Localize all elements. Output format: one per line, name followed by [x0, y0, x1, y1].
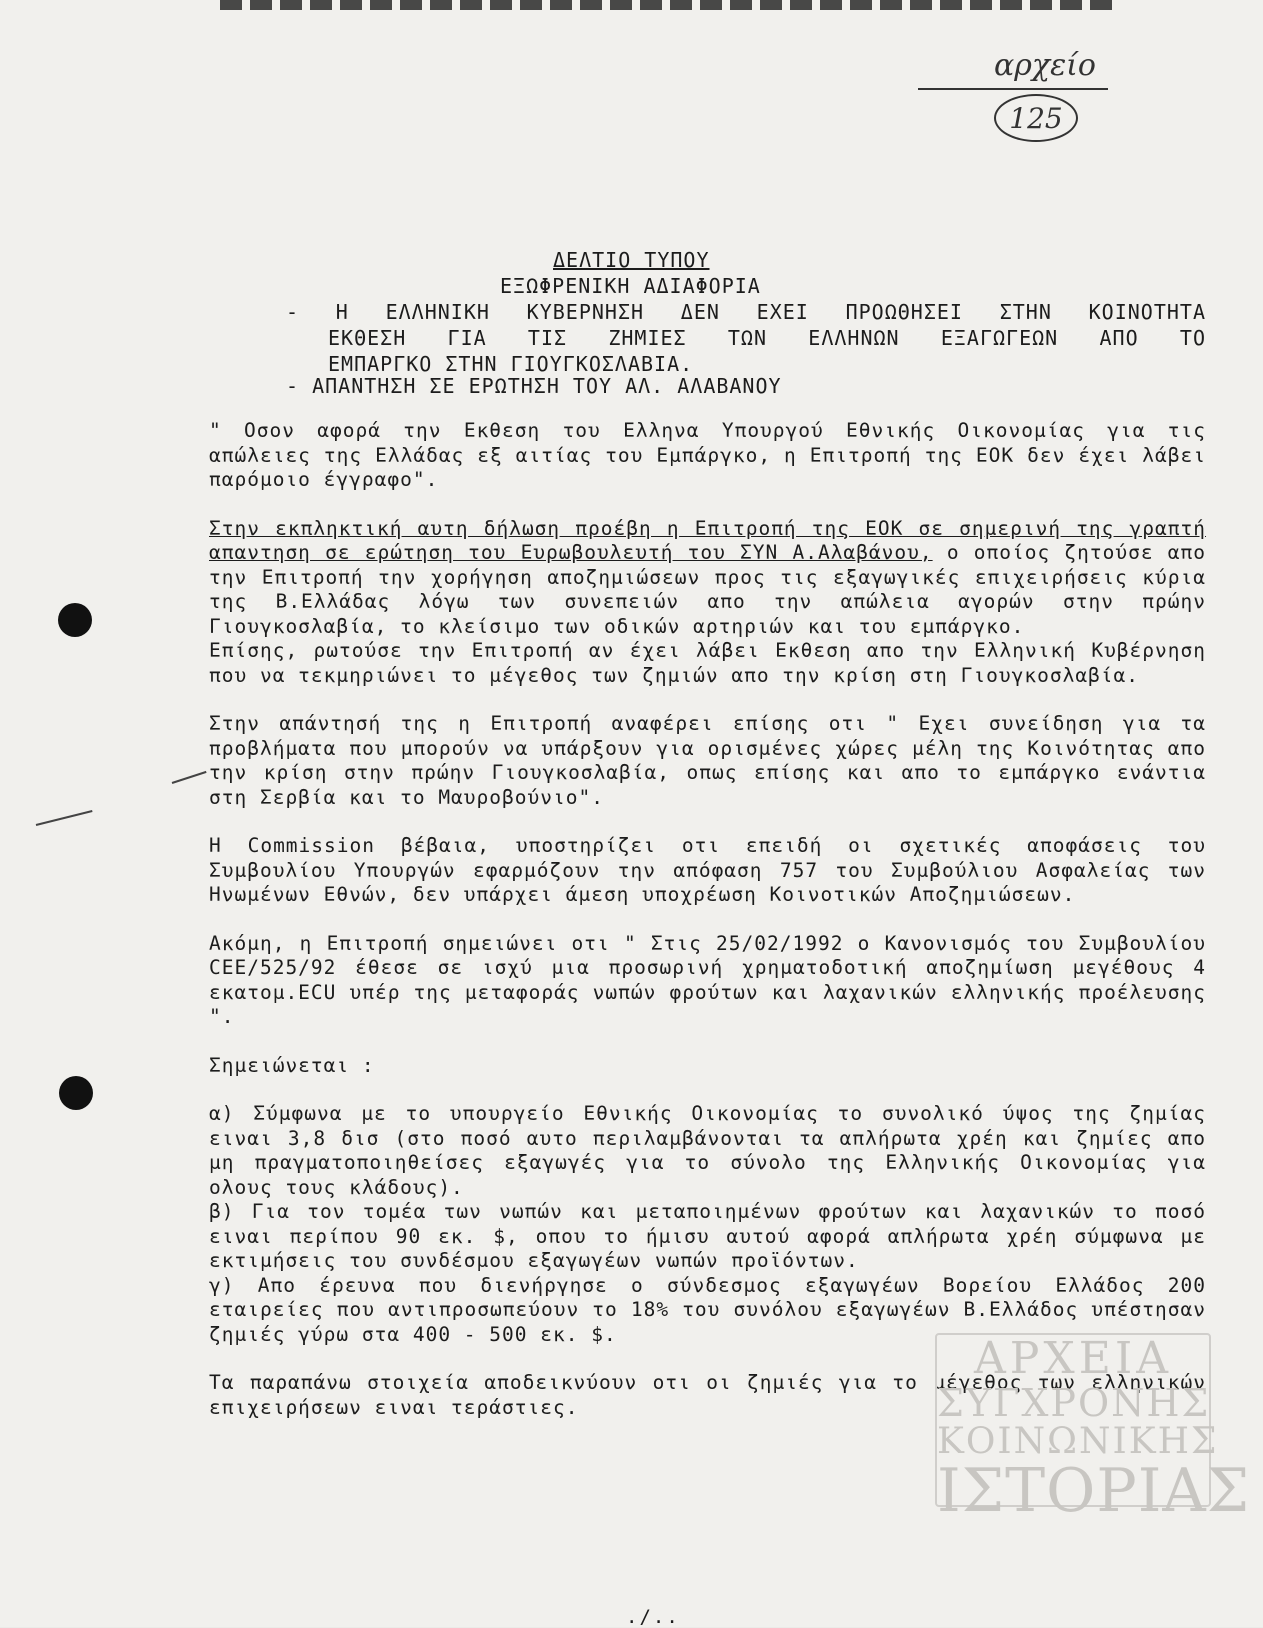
press-release-body [209, 419, 1206, 1420]
closing-paragraph: Τα παραπάνω στοιχεία αποδεικνύουν οτι οι ζημιές για το μέγεθος των ελληνικών επιχειρήσεων ειναι τεράστιες. [209, 1371, 1206, 1419]
underlined-statement: Στην εκπληκτική αυτη δήλωση προέβη η Επιτροπή της ΕΟΚ σε σημερινή της γραπτή απαντηση σε ερώτηση του Ευρωβουλευτή του ΣΥΝ Α.Αλαβάνου, [209, 516, 1206, 564]
archive-note-rule [918, 88, 1108, 90]
margin-pen-mark [172, 771, 207, 784]
header-bullet-1-line-3: ΕΜΠΑΡΓΚΟ ΣΤΗΝ ΓΙΟΥΓΚΟΣΛΑΒΙΑ. [328, 352, 694, 376]
paragraph-4: Η Commission βέβαια, υποστηρίζει οτι επειδή οι σχετικές αποφάσεις του Συμβουλίου Υπουργών εφαρμόζουν την απόφαση 757 του Συμβούλιου Ασφαλείας των Ηνωμένων Εθνών, δεν υπάρχει άμεση υποχρέωση Κοινοτικών Αποζημιώσεων. [209, 834, 1206, 906]
header-bullet-1-line-1: - Η ΕΛΛΗΝΙΚΗ ΚΥΒΕΡΝΗΣΗ ΔΕΝ ΕΧΕΙ ΠΡΟΩΘΗΣΕΙ ΣΤΗΝ ΚΟΙΝΟΤΗΤΑ [286, 300, 1206, 324]
notes-title: Σημειώνεται : [209, 1053, 375, 1077]
quote-paragraph: " Οσον αφορά την Εκθεση του Ελληνα Υπουργού Εθνικής Οικονομίας για τις απώλειες της Ελλάδας εξ αιτίας του Εμπάργκο, η Επιτροπή της ΕΟΚ δεν έχει λάβει παρόμοιο έγγραφο". [209, 419, 1206, 491]
note-b: β) Για τον τομέα των νωπών και μεταποιημένων φρούτων και λαχανικών το ποσό ειναι περίπου 90 εκ. $, οπου το ήμισυ αυτού αφορά απλήρωτα χρέη σύμφωνα με εκτιμήσεις του συνδέσμου εξαγωγέων νωπών προϊόντων. [209, 1200, 1206, 1272]
binder-hole [58, 603, 92, 637]
watermark-line-4: ΙΣΤΟΡΙΑΣ [937, 1456, 1251, 1526]
watermark-line-2: ΣΥΓΧΡΟΝΗΣ [937, 1381, 1211, 1425]
watermark-line-3: ΚΟΙΝΩΝΙΚΗΣ [937, 1421, 1219, 1462]
page-subtitle: ΕΞΩΦΡΕΝΙΚΗ ΑΔΙΑΦΟΡΙΑ [500, 274, 761, 298]
paragraph-1-rest: ο οποίος ζητούσε απο την Επιτροπή την χορήγηση αποζημιώσεων προς τις εξαγωγικές επιχειρήσεις κύρια της Β.Ελλάδας λόγω των συνεπειών απο την απώλεια αγορών στην πρώην Γιουγκοσλαβία, το κλείσιμο των οδικών αρτηριών και του εμπάργκο. [209, 541, 1206, 638]
margin-pen-mark [36, 810, 93, 826]
page-continuation-mark: ./.. [626, 1606, 680, 1628]
watermark-line-1: ΑΡΧΕΙΑ [974, 1333, 1172, 1384]
archive-note-word: αρχείο [994, 48, 1096, 83]
paragraph-3: Στην απάντησή της η Επιτροπή αναφέρει επίσης οτι " Εχει συνείδηση για τα προβλήματα που μπορούν να υπάρξουν για ορισμένες χώρες μέλη της Κοινότητας απο την κρίση στην πρώην Γιουγκοσλαβία, οπως επίσης και απο το εμπάργκο ενάντια στη Σερβία και το Μαυροβούνιο". [209, 712, 1206, 809]
archive-note-number: 125 [994, 94, 1078, 142]
header-bullet-2: - ΑΠΑΝΤΗΣΗ ΣΕ ΕΡΩΤΗΣΗ ΤΟΥ ΑΛ. ΑΛΑΒΑΝΟΥ [286, 374, 782, 398]
paragraph-2: Επίσης, ρωτούσε την Επιτροπή αν έχει λάβει Εκθεση απο την Ελληνική Κυβέρνηση που να τεκμηριώνει το μέγεθος των ζημιών απο την κρίση στη Γιουγκοσλαβία. [209, 639, 1206, 687]
note-c: γ) Απο έρευνα που διενήργησε ο σύνδεσμος εξαγωγέων Βορείου Ελλάδος 200 εταιρείες που αντιπροσωπεύουν το 18% του συνόλου εξαγωγέων Β.Ελλάδος υπέστησαν ζημιές γύρω στα 400 - 500 εκ. $. [209, 1273, 1206, 1346]
paragraph-1 [209, 517, 1206, 640]
scanned-top-edge [220, 0, 1120, 10]
note-a: α) Σύμφωνα με το υπουργείο Εθνικής Οικονομίας το συνολικό ύψος της ζημίας ειναι 3,8 δισ (στο ποσό αυτο περιλαμβάνονται τα απλήρωτα χρέη και ζημίες απο μη πραγματοποιηθείσες εξαγωγές για το σύνολο της Ελληνικής Οικονομίας για ολους τους κλάδους). [209, 1102, 1206, 1199]
header-bullet-1-line-2: ΕΚΘΕΣΗ ΓΙΑ ΤΙΣ ΖΗΜΙΕΣ ΤΩΝ ΕΛΛΗΝΩΝ ΕΞΑΓΩΓΕΩΝ ΑΠΟ ΤΟ [328, 326, 1206, 350]
handwritten-archive-note [958, 48, 1118, 138]
paragraph-5: Ακόμη, η Επιτροπή σημειώνει οτι " Στις 25/02/1992 ο Κανονισμός του Συμβουλίου CEE/525/92 έθεσε σε ισχύ μια προσωρινή χρηματοδοτική αποζημίωση μεγέθους 4 εκατομ.ECU υπέρ της μεταφοράς νωπών φρούτων και λαχανικών ελληνικής προέλευσης ". [209, 931, 1206, 1028]
binder-hole [59, 1076, 93, 1110]
archive-watermark [935, 1333, 1251, 1526]
page-title: ΔΕΛΤΙΟ ΤΥΠΟΥ [553, 248, 710, 272]
